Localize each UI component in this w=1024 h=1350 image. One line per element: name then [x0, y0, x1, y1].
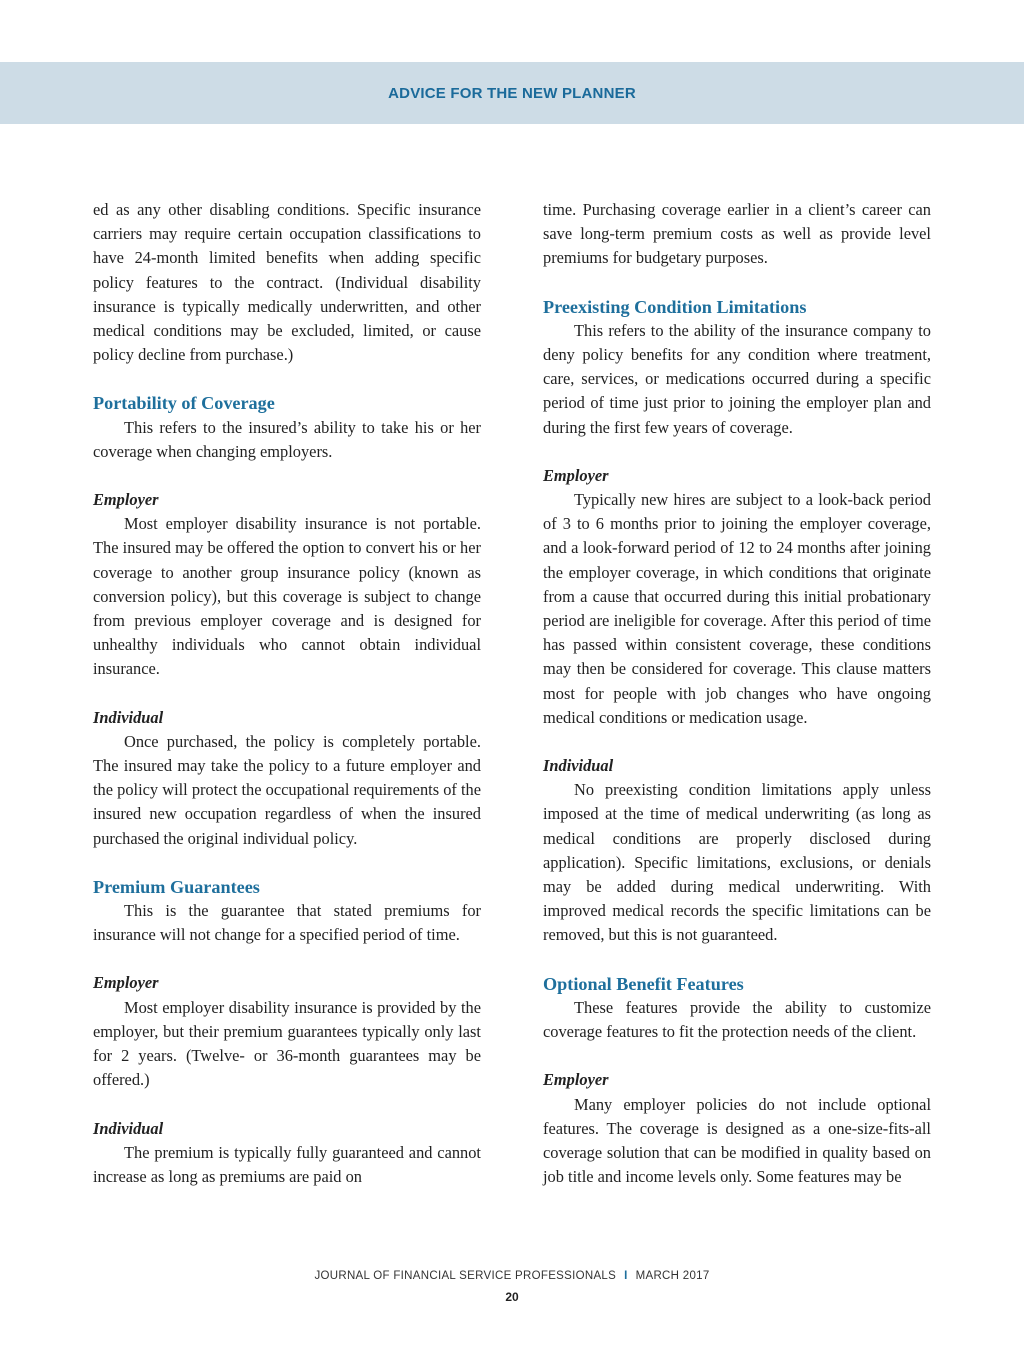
heading-optional-benefits: Optional Benefit Features	[543, 973, 744, 994]
portability-individual-text: Once purchased, the policy is completely portable. The insured may take the policy to a future employer and the policy will protect the occupational requirements of the insured new occupation regardless of when the insured purchased the original individual policy.	[93, 731, 481, 848]
preexisting-text: This refers to the ability of the insurance company to deny policy benefits for any condition where treatment, care, services, or medications occurred during a specific period of time just prior to joining the employer plan and during the first few years of coverage.	[543, 320, 931, 437]
subheading-individual: Individual	[93, 707, 164, 727]
subheading-individual: Individual	[93, 1118, 164, 1138]
optional-text: These features provide the ability to customize coverage features to fit the protection needs of the client.	[543, 997, 931, 1042]
issue-date: MARCH 2017	[635, 1270, 710, 1282]
page-number: 20	[505, 1290, 519, 1304]
page-footer	[0, 1270, 1024, 1282]
heading-premium-guarantees: Premium Guarantees	[93, 876, 260, 897]
subheading-employer: Employer	[543, 465, 609, 485]
portability-employer-text: Most employer disability insurance is not portable. The insured may be offered the option to convert his or her coverage to another group insurance policy (known as conversion policy), but this coverage is subject to change from previous employer coverage and is designed for unhealthy individuals who cannot obtain individual insurance.	[93, 514, 481, 679]
section-title: ADVICE FOR THE NEW PLANNER	[388, 84, 636, 102]
left-column	[93, 198, 481, 1189]
premium-text: This is the guarantee that stated premiums for insurance will not change for a specified period of time.	[93, 901, 481, 945]
header-banner	[0, 62, 1024, 124]
intro-paragraph: ed as any other disabling conditions. Specific insurance carriers may require certain occupation classifications to have 24-month limited benefits when adding specific policy features to the contract. (Individual disability insurance is typically medically underwritten, and other medical conditions may be excluded, limited, or cause policy decline from purchase.)	[93, 200, 481, 365]
preexisting-employer-text: Typically new hires are subject to a look-back period of 3 to 6 months prior to joining the employer coverage, and a look-forward period of 12 to 24 months after joining the employer coverage, in which conditions that originate from a cause that occurred during this initial probationary period are ineligible for coverage. After this period of time has passed within consistent coverage, these conditions may then be considered for coverage. This clause matters most for people with job changes who have ongoing medical conditions or medication usage.	[543, 490, 931, 727]
subheading-employer: Employer	[543, 1070, 609, 1090]
subheading-employer: Employer	[93, 490, 159, 510]
heading-portability: Portability of Coverage	[93, 393, 275, 414]
continued-paragraph: time. Purchasing coverage earlier in a client’s career can save long-term premium costs as well as provide level premiums for budgetary purposes.	[543, 200, 931, 268]
subheading-employer: Employer	[93, 973, 159, 993]
journal-name: JOURNAL OF FINANCIAL SERVICE PROFESSIONALS	[314, 1270, 617, 1282]
preexisting-individual-text: No preexisting condition limitations apply unless imposed at the time of medical underwriting (as long as medical conditions are properly disclosed during application). Specific limitations, exclusions, or denials may be added during medical underwriting. With improved medical records the specific limitations can be removed, but this is not guaranteed.	[543, 780, 931, 945]
premium-employer-text: Most employer disability insurance is provided by the employer, but their premium guarantees typically only last for 2 years. (Twelve- or 36-month guarantees may be offered.)	[93, 997, 481, 1090]
heading-preexisting: Preexisting Condition Limitations	[543, 296, 807, 317]
optional-employer-text: Many employer policies do not include optional features. The coverage is designed as a one-size-fits-all coverage solution that can be modified in quality based on job title and income levels only. Some features may be	[543, 1094, 931, 1187]
portability-text: This refers to the insured’s ability to take his or her coverage when changing employers.	[93, 417, 481, 461]
footer-separator: I	[624, 1270, 628, 1282]
premium-individual-text: The premium is typically fully guaranteed and cannot increase as long as premiums are paid on	[93, 1142, 481, 1186]
right-column	[543, 198, 931, 1189]
subheading-individual: Individual	[543, 756, 614, 776]
